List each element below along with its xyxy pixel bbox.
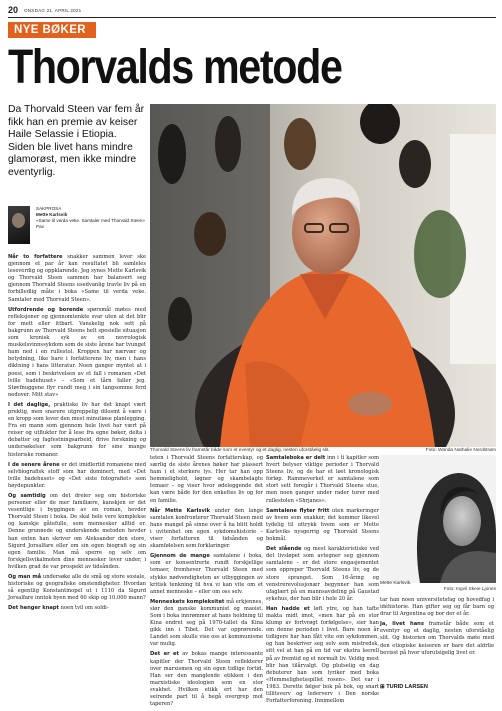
book-cover-image	[8, 206, 30, 244]
paragraph	[8, 254, 146, 304]
paragraph-lead: Gjennom de mange	[150, 553, 210, 560]
paragraph-text: teten i Thorvald Steens forfatterskap, og særlig de siste årenes bøker har plassert ham i et sterkere lys. Her tar han opp hemmelighold, løgner og skambelagte temaer – og viser hvor ødeleggende det kan være både for den enkeltes liv og for en familie.	[150, 455, 263, 504]
paragraph	[266, 508, 379, 543]
book-author: Mette Karlsvik	[36, 212, 68, 217]
paragraph-lead: Menneskets kompleksitet	[150, 598, 225, 605]
paragraph-text: undersøke alle de små og store sosiale, historiske og geografiske omstendigheter. Hvordan så egentlig Konstantinopel ut i 1110 da Sigurd Jorsalfare inntok byen med 60 skip og 10.000 mann?	[8, 574, 146, 602]
paragraph-text: løft ytre, og han tafte makta midt imot, «men har på en stor klump av fortvrøgt forfølgelse», sier han om denne perioden i livet. Bare noen år tidligere har han fått vite om sykdommen, og han beskriver seg selv som mistredsk, sitt vel at han på en tid var ekstra leerell på av fremtid og et normalt liv. Veldig mest blir han tilårvalgt. Og plutselig en dag debuterer han som lyriker med boka «Hemmelighetsspillet rosen». Det var i 1983. Derette følger bok på bok, og snart tillitsverv og lederverv i Den norske Forfatterforening. Innimellom	[266, 605, 379, 705]
paragraph-lead: Og samtidig	[8, 493, 46, 499]
paragraph-lead: I det daglige,	[8, 401, 51, 408]
book-title: «Same til verda veke. Samtaler med Thorvald Steen»	[36, 218, 145, 223]
paragraph-text: samtalene i boka, som er konsentrerte rundt forskjellige temaer, fremhever Thorvald Steen med stykke nødvendigheten av utbyggingen av kritisk tenkning til hva vi kan vite om et annet menneske – eller om oss selv.	[150, 553, 263, 595]
headline: Thorvalds metode	[8, 41, 342, 94]
text-column-4	[380, 597, 494, 660]
main-photo-credit: Foto: Wanda Nathalie Nordstrøm	[425, 448, 496, 453]
book-publisher: Pax	[36, 224, 44, 229]
page-header	[8, 4, 496, 16]
paragraph-lead: Samtaleboka er delt	[266, 455, 326, 461]
text-column-3	[266, 455, 379, 708]
main-photo	[150, 104, 496, 447]
book-details	[36, 206, 145, 252]
paragraph	[266, 606, 379, 705]
paragraph-text: inn i ti kapitler som hvert belyser viktige perioder i Thorvald Steens liv, og de har et løst kronologisk forløp. Rammeverket er samtalene som stort sett foregår i Thorvald Steens stue, men noen ganger under rader turer med rullestolen «Shrjanes».	[266, 455, 379, 504]
paragraph	[266, 455, 379, 505]
paragraph-text: må erkjennes, slør den ganske kommunist og maoist. Som i boka innrømmer at hans holdning til Kina endret seg på 1970-tallet da Kina gikk inn i Tibet. Det var opprørende. Landet som skulle vise oss at kommunisme var mulig.	[150, 598, 263, 648]
paragraph-text: under den lange samtalen konfronterer Thorvald Steen med hans mangel på sinne over å ha blitt holdt i uvitenhet om egen sykdomshistorie – viser forfatteren til tidsånden og skamfølelsen som forklaringer.	[150, 507, 263, 550]
text-column-1	[8, 254, 146, 616]
paragraph	[150, 599, 263, 649]
paragraph-lead: Når to forfattere	[8, 254, 63, 260]
author-photo	[380, 455, 496, 583]
paragraph-text: praktiske liv har det knapt vært prektig, men snarere utgreppelig dilosmt å være i en kropp som lever den mest minutiøse planlegging. Fra en mann som gjennom hele livet har vært på reiser og utflukter for å lese fra egne bøker, delta i debatter og fagfestningsarbeid, drive forskning og undersøkelser som bakgrunn for sine mange historiske romaner.	[8, 401, 146, 458]
paragraph-lead: Når Mette Karlsvik	[150, 507, 211, 514]
book-genre: SAKPROSA	[36, 206, 62, 211]
paragraph	[380, 621, 494, 656]
paragraph	[150, 455, 263, 505]
paragraph-lead: Ja, livet hans	[380, 621, 424, 628]
byline-signoff: ⊞ TURID LARSEN	[380, 684, 428, 690]
paragraph	[8, 605, 146, 612]
paragraph-lead: Og man må	[8, 574, 42, 581]
paragraph-lead: Det henger knapt	[8, 605, 59, 612]
paragraph	[8, 462, 146, 490]
header-rule	[8, 17, 496, 18]
paragraph	[150, 651, 263, 708]
paragraph	[8, 307, 146, 399]
paragraph-text: spørsmål møtes med refleksjoner og gjennomtenkte svar uten at det blir for mett eller ittbart. Vanskelig nok sett på bakgrunn av Thorvald Steens helt spesielle situasjon som kronisk syk av en nevrologisk muskelsvinnssykdom som de siste årene har tvunget ham ned i en rullestol. Kroppen har nærvær og betydning, like bare i forfatterens liv, men i hans diktning i hans litteratur. Noen ganger myntet at i poesi, som i beskrivelsen av et fall i romanen «Det lville badehuset» – «Som et tårn faller jeg. Støvfnuggene flyr rundt meg i sin langsomme ferd nedover. Mitt stav»	[8, 306, 147, 398]
paragraph	[8, 493, 146, 571]
page-number: 20	[8, 5, 19, 15]
paragraph	[380, 597, 494, 618]
book-info-box	[8, 206, 146, 252]
paragraph-text: av bokas mange interessante kapitler der Thorvald Steen reflekterer over marxismen og sin egen tidlige fortid. Han ser den manglende etikken i den marxistiske ideologien som en stor svakhet. Hvilken etikk ert har den seirende part til å begå overgrep mot taperen?	[150, 651, 263, 708]
author-photo-caption: Mette Karlsvik.	[380, 581, 412, 586]
paragraph-text: er det imidlertid romanene med selvbiografisk stoff som har dominert, med «Det lville badehuset» og «Det siste fotografiet» som høydepunkter.	[8, 461, 146, 489]
paragraph	[266, 546, 379, 603]
paragraph-text: tar han noen universitetsfag og hovedfag i idéhistorie. Han gifter seg og får barn og drar til Argentina og bor der et år.	[380, 597, 494, 618]
paragraph-text: og mest karakteristiske ved det livsløpet som avtegner seg gjennom samtalene – er det store engasjementet som oppreper Thorvald Steens liv, og de store spranget. Som 16-åring og venstrerevolusjonær begynner han som ufaglært på en mannsavdeling på Gaustad sykehus, der han blir i hele 20 år.	[266, 546, 379, 602]
paragraph-lead: I de senere årene	[8, 461, 60, 468]
paragraph-lead: Det er et	[150, 651, 179, 658]
author-photo-credit: Foto: Ingvil Skeie Ljones	[443, 587, 496, 592]
paragraph	[150, 553, 263, 596]
paragraph-text: uten markeringer av hvem som snakker, det kommer likevel tydelig til uttrykk hvem som er Mette Karlsviks nysgerrig og Thorvald Steens bokmål.	[266, 507, 379, 543]
paragraph-text: framstår både som et eventyr og et daglig, nesten uforståelig slit. Og historien om Thorvalds møte med den etiopiske keiseren er bare det aldrlie bevisst på hvor uforutsigelig livet er.	[380, 621, 494, 656]
paragraph	[8, 574, 146, 602]
ingress: Da Thorvald Steen var fem år fikk han en premie av keiser Haile Selassie i Etiopia. Siden ble livet hans mindre glamorøst, men ikke mindre eventyrlig.	[8, 104, 145, 178]
paragraph-text: snakker sammen lever ske gjennom et par år kan resultatet bli samleles leseverdig og oppklarende. Jeg synes Mette Karlsvik og Thorvald Steen sammen har balansert seg gjennom Thorvald Steens usedvanlig travle liv på en forbilledlig måte i boka «Same til verda veke. Samtaler med Thorvald Steen».	[8, 254, 146, 303]
paragraph	[150, 508, 263, 551]
section-kicker: NYE BØKER	[8, 22, 96, 38]
paragraph-lead: Han hadde et	[266, 605, 310, 612]
paragraph-text: noen tvil om soldi-	[58, 605, 109, 612]
dateline: ONSDAG 21. APRIL 2021	[24, 7, 82, 13]
paragraph-lead: Det slående	[266, 546, 302, 553]
paragraph-lead: Utfordrende og borende	[8, 306, 84, 313]
main-photo-caption: Thorvald Steens liv framstår både som et eventyr og et daglig, nesten uforståelig slit.	[150, 448, 330, 453]
paragraph	[8, 402, 146, 459]
paragraph-text: om det dreier seg om historiske personer eller de mer familiære, kanskjen er det vesentlige i byggingen av en roman, hevder Thorvald Steen i boka. De skal hele vere komplekse og kanskje gåtefulle, som mennesker alltid er. Denne grunnede og underskende metoden hevder han enten han skriver om Aleksander den store, Sigurd Jorsalfare eller om sin egen biografi og sin egen familie. Man må sperre og selv om forskjellsvikalmoten dine mennesker lever under, i hvilken grad de var prospekt av tidsånden.	[8, 493, 146, 570]
paragraph-lead: Samtalene flyter fritt	[266, 507, 330, 514]
text-column-2	[150, 455, 263, 711]
